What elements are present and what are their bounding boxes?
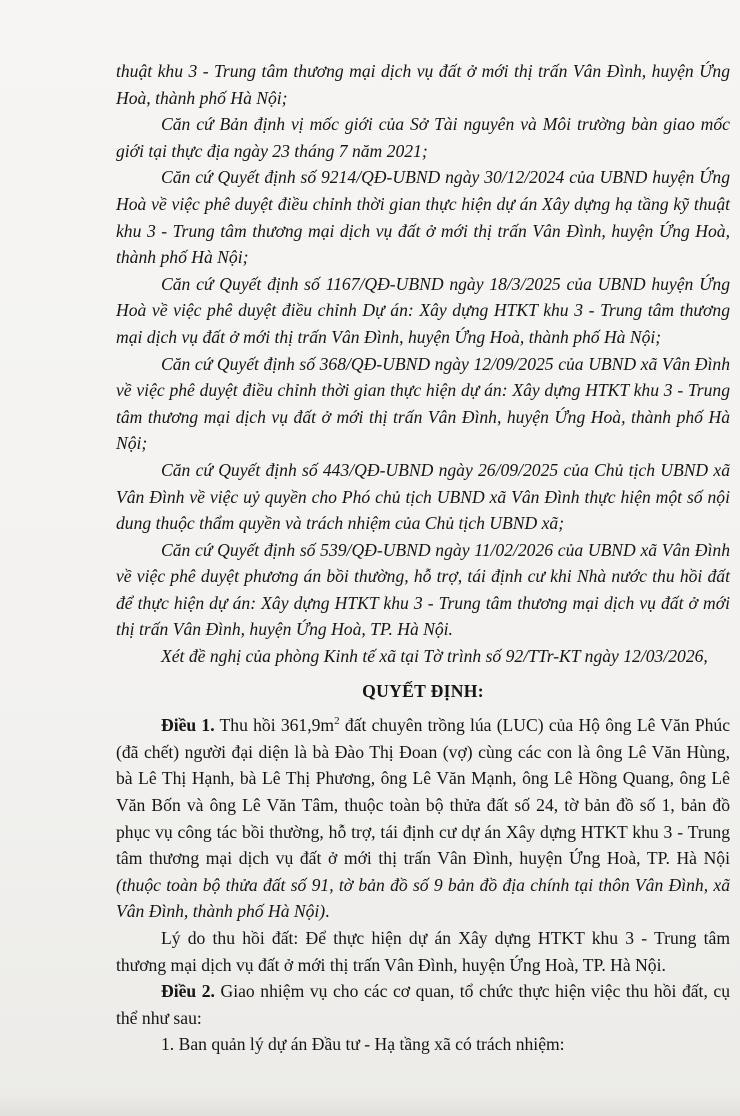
basis-paragraph-7: Căn cứ Quyết định số 539/QĐ-UBND ngày 11/02/2026 của UBND xã Vân Đình về việc phê duyệt phương án bồi thường, hỗ trợ, tái định cư khi Nhà nước thu hồi đất để thực hiện dự án: Xây dựng HTKT khu 3 - Trung tâm thương mại dịch vụ đất ở mới thị trấn Vân Đình, huyện Ứng Hoà, TP. Hà Nội. [116,539,730,640]
article-2-item-1: 1. Ban quản lý dự án Đầu tư - Hạ tầng xã có trách nhiệm: [161,1034,565,1055]
basis-paragraph-3: Căn cứ Quyết định số 9214/QĐ-UBND ngày 30/12/2024 của UBND huyện Ứng Hoà về việc phê duyệt điều chỉnh thời gian thực hiện dự án Xây dựng hạ tầng kỹ thuật khu 3 - Trung tâm thương mại dịch vụ đất ở mới thị trấn Vân Đình, huyện Ứng Hoà, thành phố Hà Nội; [116,167,730,268]
area-unit-superscript: 2 [334,715,340,728]
basis-paragraph-5: Căn cứ Quyết định số 368/QĐ-UBND ngày 12/09/2025 của UBND xã Vân Đình về việc phê duyệt điều chỉnh thời gian thực hiện dự án: Xây dựng HTKT khu 3 - Trung tâm thương mại dịch vụ đất ở mới thị trấn Vân Đình, huyện Ứng Hoà, thành phố Hà Nội; [116,353,730,454]
article-1-text-b: đất chuyên trồng lúa (LUC) của Hộ ông Lê Văn Phúc (đã chết) người đại diện là bà Đào Thị Đoan (vợ) cùng các con là ông Lê Văn Hùng, bà Lê Thị Hạnh, bà Lê Thị Phương, ông Lê Văn Mạnh, ông Lê Hồng Quang, ông Lê Văn Bốn và ông Lê Văn Tâm, thuộc toàn bộ thửa đất số 24, tờ bản đồ số 1, bản đồ phục vụ công tác bồi thường, hỗ trợ, tái định cư dự án Xây dựng HTKT khu 3 - Trung tâm thương mại dịch vụ đất ở mới thị trấn Vân Đình, huyện Ứng Hoà, TP. Hà Nội [116,715,731,869]
basis-paragraph-6: Căn cứ Quyết định số 443/QĐ-UBND ngày 26/09/2025 của Chủ tịch UBND xã Vân Đình về việc uỷ quyền cho Phó chủ tịch UBND xã Vân Đình thực hiện một số nội dung thuộc thẩm quyền và trách nhiệm của Chủ tịch UBND xã; [116,459,730,534]
article-2-label: Điều 2. [161,981,215,1002]
page-edge-shadow [0,1094,740,1116]
article-2-paragraph [116,978,730,1031]
article-2-text: Giao nhiệm vụ cho các cơ quan, tổ chức thực hiện việc thu hồi đất, cụ thể như sau: [116,981,731,1028]
basis-paragraph-4: Căn cứ Quyết định số 1167/QĐ-UBND ngày 18/3/2025 của UBND huyện Ứng Hoà về việc phê duyệt điều chỉnh Dự án: Xây dựng HTKT khu 3 - Trung tâm thương mại dịch vụ đất ở mới thị trấn Vân Đình, huyện Ứng Hoà, thành phố Hà Nội; [116,273,730,347]
proposal-paragraph: Xét đề nghị của phòng Kinh tế xã tại Tờ trình số 92/TTr-KT ngày 12/03/2026, [161,646,708,667]
article-1-paragraph [116,712,730,925]
basis-paragraph-2: Căn cứ Bản định vị mốc giới của Sở Tài nguyên và Môi trường bàn giao mốc giới tại thực địa ngày 23 tháng 7 năm 2021; [116,114,730,161]
article-1-label: Điều 1. [161,715,215,736]
article-1-text-a: Thu hồi 361,9m [219,715,335,736]
document-body [116,58,730,1058]
article-1-italic-note: (thuộc toàn bộ thửa đất số 91, tờ bản đồ số 9 bản đồ địa chính tại thôn Vân Đình, xã Vân Đình, thành phố Hà Nội) [116,874,730,922]
decision-heading: QUYẾT ĐỊNH: [362,680,484,701]
article-1-end: . [325,901,330,922]
basis-paragraph-1: thuật khu 3 - Trung tâm thương mại dịch vụ đất ở mới thị trấn Vân Đình, huyện Ứng Hoà, thành phố Hà Nội; [116,61,730,108]
reason-paragraph: Lý do thu hồi đất: Để thực hiện dự án Xây dựng HTKT khu 3 - Trung tâm thương mại dịch vụ đất ở mới thị trấn Vân Đình, huyện Ứng Hoà, TP. Hà Nội. [116,928,730,975]
